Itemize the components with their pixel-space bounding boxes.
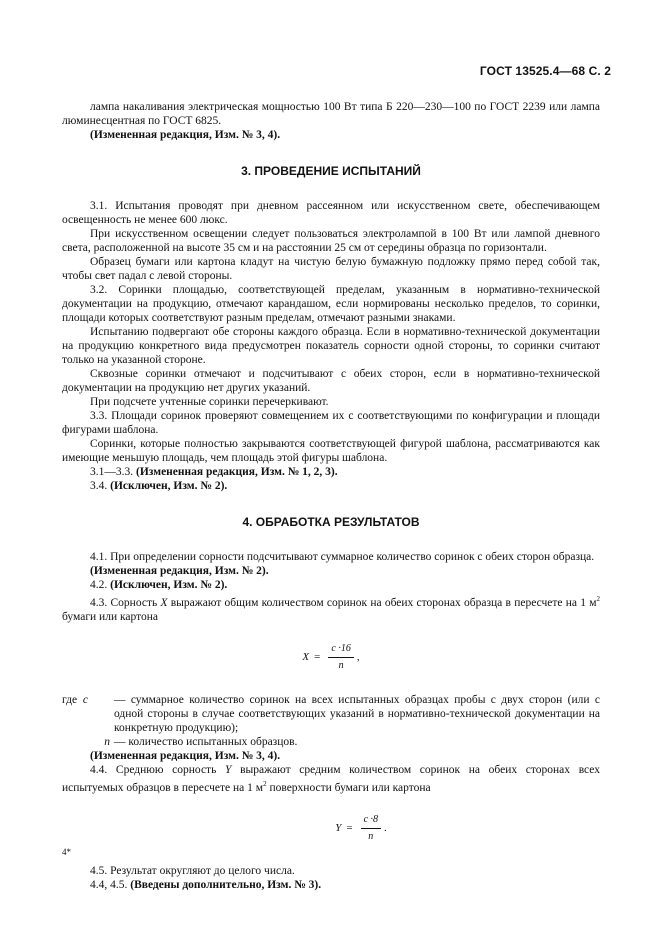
paragraph-4-4-4-5 bbox=[62, 878, 600, 892]
clause-ref: 3.1—3.3. bbox=[90, 466, 136, 478]
symbol-n: n bbox=[104, 735, 110, 748]
paragraph-4-4 bbox=[62, 763, 600, 795]
clause-ref: 4.2. bbox=[90, 579, 111, 591]
definition-c bbox=[62, 693, 600, 735]
formula-equals: = bbox=[346, 822, 353, 835]
section-4-title: 4. ОБРАБОТКА РЕЗУЛЬТАТОВ bbox=[242, 515, 420, 529]
amendment-note: (Измененная редакция, Изм. № 1, 2, 3). bbox=[136, 466, 338, 478]
section-3-title: 3. ПРОВЕДЕНИЕ ИСПЫТАНИЙ bbox=[241, 164, 421, 178]
formula-y bbox=[122, 813, 600, 844]
amendment-note: (Измененная редакция, Изм. № 3, 4). bbox=[90, 129, 281, 141]
superscript: 2 bbox=[263, 779, 267, 788]
paragraph-sample: Образец бумаги или картона кладут на чистую белую бумажную подложку прямо перед собой так, чтобы свет падал с левой стороны. bbox=[62, 256, 600, 282]
amendment-note: (Исключен, Изм. № 2). bbox=[110, 579, 228, 591]
paragraph-template: Соринки, которые полностью закрываются соответствующей фигурой шаблона, рассматриваются как имеющие меньшую площадь, чем площадь этой фигуры шаблона. bbox=[62, 438, 600, 464]
amendment-note: (Измененная редакция, Изм. № 2). bbox=[90, 565, 269, 577]
text-run: 4.3. Сорность bbox=[90, 596, 161, 609]
paragraph-3-4 bbox=[62, 479, 600, 493]
paragraph-3-2: 3.2. Соринки площадью, соответствующей пределам, указанным в нормативно-технической документации на продукцию, отмечают карандашом, если нормированы несколько пределов, то соринки, площади которых соответствуют разным пределам, отмечают разными знаками. bbox=[62, 284, 600, 324]
fraction-numerator: c ·16 bbox=[328, 642, 353, 658]
fraction-denominator: n bbox=[368, 830, 374, 842]
fraction-denominator: n bbox=[338, 659, 344, 671]
formula-punct: . bbox=[384, 822, 387, 835]
formula-lhs: Y bbox=[335, 822, 342, 835]
paragraph-3-1: 3.1. Испытания проводят при дневном рассеянном или искусственном свете, обеспечивающем освещенность не менее 600 люкс. bbox=[62, 200, 600, 226]
formula-lhs: X bbox=[302, 651, 310, 664]
paragraph-4-2 bbox=[62, 578, 600, 592]
superscript: 2 bbox=[596, 595, 600, 603]
where-word: где bbox=[62, 693, 78, 706]
variable-x: X bbox=[160, 596, 168, 609]
symbol-c: c bbox=[82, 693, 88, 706]
formula-x bbox=[62, 642, 600, 673]
clause-ref: 3.4. bbox=[90, 480, 111, 492]
definition-text: — количество испытанных образцов. bbox=[114, 735, 298, 748]
paragraph-cross-out: При подсчете учтенные соринки перечеркивают. bbox=[90, 396, 329, 408]
definition-n bbox=[62, 735, 600, 749]
footer-mark: 4* bbox=[62, 847, 71, 857]
paragraph-lighting: При искусственном освещении следует пользоваться электролампой в 100 Вт или лампой дневного света, расположенной на высоте 35 см и на расстоянии 25 см от середины образца по горизонтали. bbox=[62, 228, 600, 254]
page-header: ГОСТ 13525.4—68 С. 2 bbox=[479, 64, 611, 78]
document-body bbox=[62, 100, 600, 892]
formula-fraction bbox=[361, 813, 381, 844]
paragraph-both-sides: Испытанию подвергают обе стороны каждого образца. Если в нормативно-технической документации на продукцию конкретного вида предусмотрен показатель сорности одной стороны, то соринки считают только на указанной стороне. bbox=[62, 326, 600, 366]
formula-punct: , bbox=[356, 651, 360, 664]
amendment-note: (Измененная редакция, Изм. № 3, 4). bbox=[90, 749, 281, 762]
paragraph-lamp: лампа накаливания электрическая мощностью 100 Вт типа Б 220—230—100 по ГОСТ 2239 или лампа люминесцентная по ГОСТ 6825. bbox=[62, 101, 600, 127]
formula-equals: = bbox=[314, 651, 321, 664]
amendment-note: (Введены дополнительно, Изм. № 3). bbox=[130, 878, 322, 891]
text-run: выражают средним количеством соринок на обеих сторонах всех испытуемых образцов в пересчете на 1 м bbox=[62, 763, 600, 794]
text-run: поверхности бумаги или картона bbox=[266, 781, 431, 794]
paragraph-3-1-3-3 bbox=[62, 465, 600, 479]
paragraph-3-3: 3.3. Площади соринок проверяют совмещением их с соответствующими по конфигурации и площади фигурами шаблона. bbox=[62, 410, 600, 436]
variable-y: Y bbox=[225, 763, 232, 776]
fraction-numerator: c ·8 bbox=[361, 813, 381, 829]
paragraph-through-specks: Сквозные соринки отмечают и подсчитывают с обеих сторон, если в нормативно-технической документации на продукцию нет других указаний. bbox=[62, 368, 600, 394]
clause-ref: 4.4, 4.5. bbox=[90, 878, 131, 891]
amendment-note: (Исключен, Изм. № 2). bbox=[110, 480, 228, 492]
formula-fraction bbox=[328, 642, 353, 673]
definition-label bbox=[62, 693, 114, 735]
paragraph-4-5: 4.5. Результат округляют до целого числа. bbox=[90, 864, 295, 877]
text-run: 4.4. Среднюю сорность bbox=[90, 763, 225, 776]
text-run: выражают общим количеством соринок на обеих сторонах образца в пересчете на 1 м bbox=[167, 596, 597, 609]
definition-text: — суммарное количество соринок на всех испытанных образцах пробы с двух сторон (или с одной стороны в случае соответствующих указаний в нормативно-технической документации на конкретную продукцию); bbox=[114, 693, 600, 734]
text-run: бумаги или картона bbox=[62, 610, 158, 623]
paragraph-4-1: 4.1. При определении сорности подсчитывают суммарное количество соринок с обеих сторон образца. bbox=[90, 551, 595, 563]
paragraph-4-3 bbox=[62, 592, 600, 624]
